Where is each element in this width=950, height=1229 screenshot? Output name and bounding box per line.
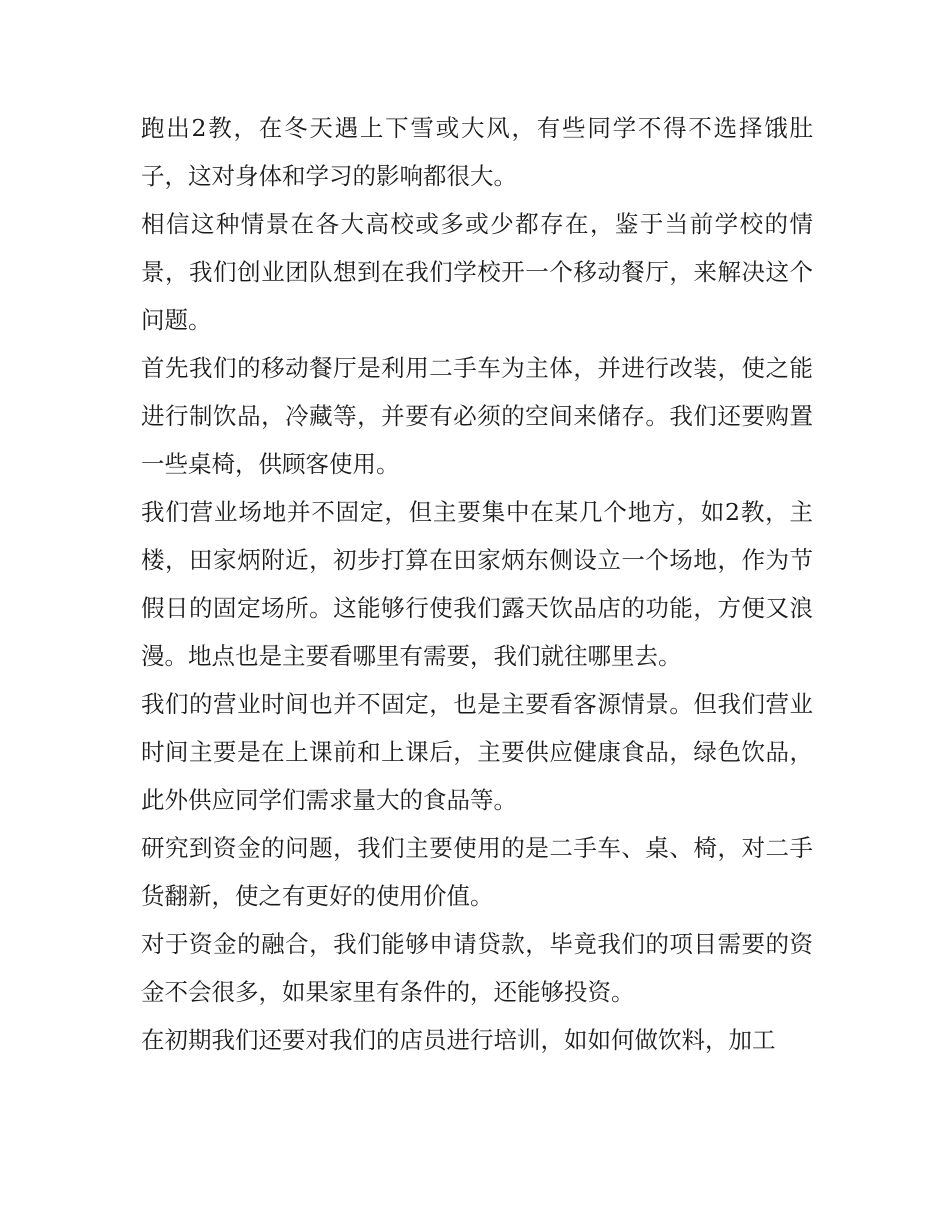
paragraph-2: 相信这种情景在各大高校或多或少都存在，鉴于当前学校的情景，我们创业团队想到在我们学校开一个移动餐厅，来解决这个问题。 [141, 210, 813, 334]
paragraph-3: 首先我们的移动餐厅是利用二手车为主体，并进行改装，使之能进行制饮品，冷藏等，并要有必须的空间来储存。我们还要购置一些桌椅，供顾客使用。 [141, 354, 813, 478]
paragraph-4: 我们营业场地并不固定，但主要集中在某几个地方，如2教，主楼，田家炳附近，初步打算在田家炳东侧设立一个场地，作为节假日的固定场所。这能够行使我们露天饮品店的功能，方便又浪漫。地点也是主要看哪里有需要，我们就往哪里去。 [141, 498, 813, 670]
document-body [141, 104, 813, 1064]
paragraph-5: 我们的营业时间也并不固定，也是主要看客源情景。但我们营业时间主要是在上课前和上课后，主要供应健康食品，绿色饮品，此外供应同学们需求量大的食品等。 [141, 690, 813, 814]
paragraph-6: 研究到资金的问题，我们主要使用的是二手车、桌、椅，对二手货翻新，使之有更好的使用价值。 [141, 834, 813, 910]
paragraph-1: 跑出2教，在冬天遇上下雪或大风，有些同学不得不选择饿肚子，这对身体和学习的影响都很大。 [141, 114, 813, 190]
paragraph-7: 对于资金的融合，我们能够申请贷款，毕竟我们的项目需要的资金不会很多，如果家里有条件的，还能够投资。 [141, 930, 813, 1006]
paragraph-8: 在初期我们还要对我们的店员进行培训，如如何做饮料，加工 [141, 1026, 776, 1054]
